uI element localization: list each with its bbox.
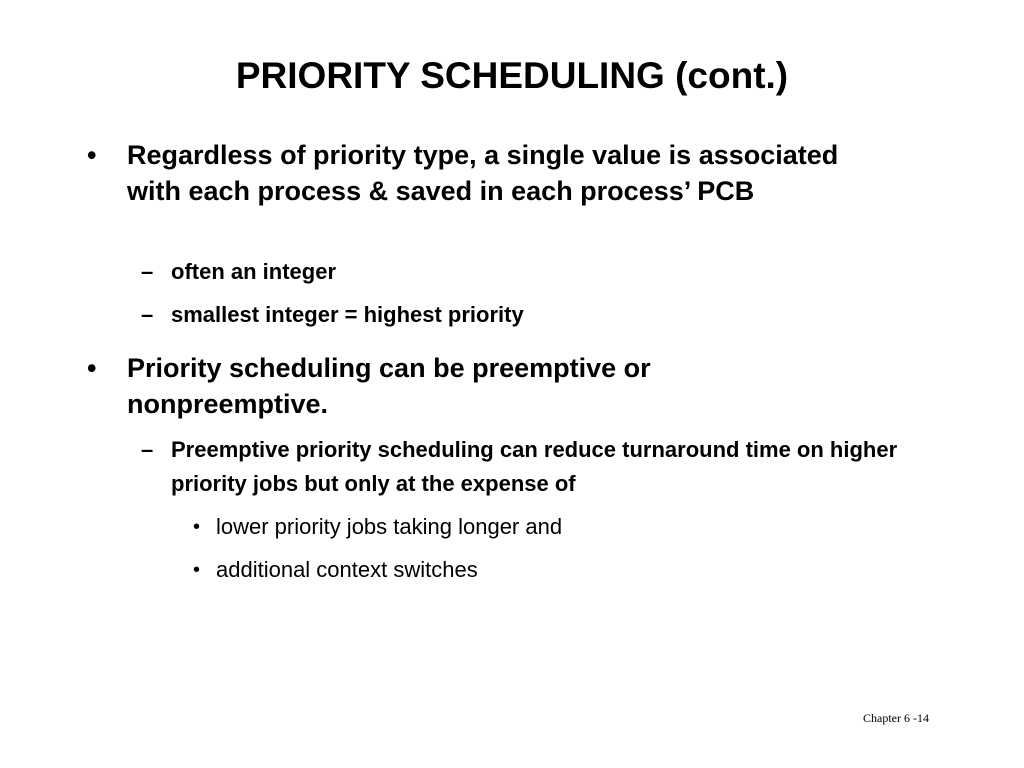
bullet-2-sub-1-item-2-text: additional context switches [216,557,478,582]
bullet-1-sub-1-text: often an integer [171,259,337,284]
bullet-marker: • [87,353,97,383]
bullet-1-text: Regardless of priority type, a single value is associated with each process & saved in each process’ PCB [127,140,839,206]
bullet-marker: • [87,140,97,170]
dash-marker: – [141,259,154,284]
bullet-2-sub-1-item-1-text: lower priority jobs taking longer and [216,514,563,539]
sub-bullet-marker: • [193,559,201,581]
bullet-1-sub-2-text: smallest integer = highest priority [171,302,524,327]
bullet-2-text: Priority scheduling can be preemptive or nonpreemptive. [127,353,651,419]
sub-bullet-marker: • [193,516,201,538]
slide-title: PRIORITY SCHEDULING (cont.) [235,55,789,96]
slide-number-footer: Chapter 6 -14 [863,711,929,725]
bullet-2-sub-1-text: Preemptive priority scheduling can reduce turnaround time on higher priority jobs but only at the expense of [171,437,898,496]
dash-marker: – [141,302,154,327]
dash-marker: – [141,437,154,462]
